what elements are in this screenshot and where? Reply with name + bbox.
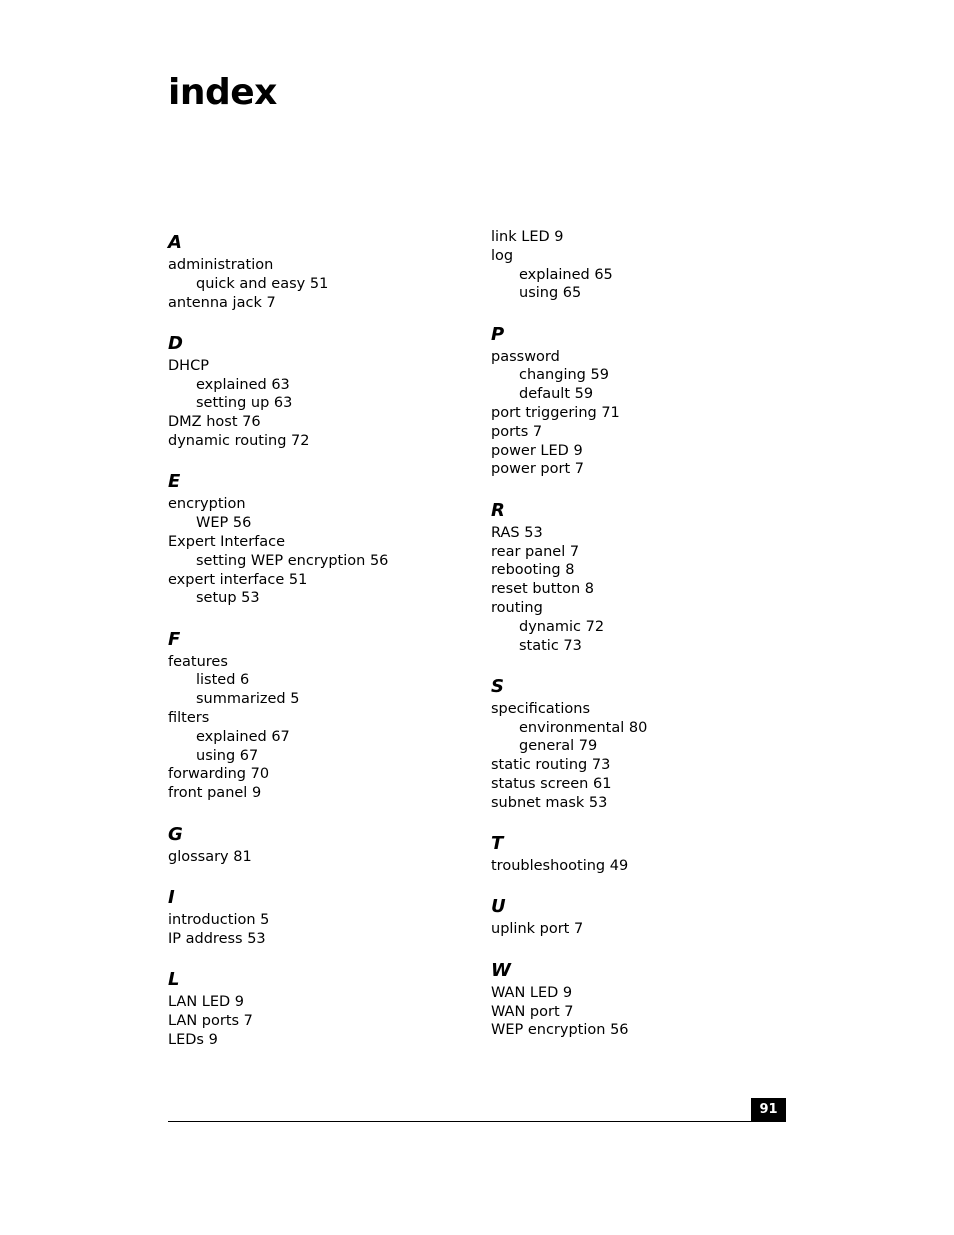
page-title: index [168, 72, 277, 113]
index-section [491, 829, 791, 876]
index-entry: IP address 53 [168, 930, 266, 947]
index-section [168, 467, 468, 608]
index-subentry: environmental 80 [519, 719, 648, 736]
section-letter: R [491, 499, 505, 521]
index-entry: WEP encryption 56 [491, 1022, 629, 1039]
index-subentry: setting WEP encryption 56 [196, 552, 389, 569]
index-entry: rear panel 7 [491, 543, 580, 560]
index-subentry: summarized 5 [196, 691, 300, 708]
index-subentry: setting up 63 [196, 395, 293, 412]
index-section [168, 820, 468, 867]
section-letter: P [491, 323, 505, 345]
section-letter: E [168, 471, 181, 493]
section-letter: G [168, 823, 183, 845]
index-subentry: setup 53 [196, 590, 260, 607]
index-entry: reset button 8 [491, 581, 594, 598]
index-section [168, 965, 468, 1049]
index-entry: expert interface 51 [168, 571, 308, 588]
index-entry: link LED 9 [491, 229, 564, 245]
index-entry: rebooting 8 [491, 562, 575, 579]
index-entry: front panel 9 [168, 785, 262, 802]
index-column-right [491, 228, 791, 1057]
index-entry: Expert Interface [168, 533, 286, 550]
section-letter: D [168, 332, 183, 354]
index-entry: log [491, 247, 514, 264]
index-entry: WAN LED 9 [491, 984, 573, 1001]
index-column-left [168, 228, 468, 1066]
index-entry: DHCP [168, 357, 209, 374]
index-subentry: using 65 [519, 285, 582, 302]
index-section [168, 228, 468, 312]
index-subentry: explained 63 [196, 376, 290, 393]
section-letter: W [491, 959, 511, 981]
index-entry: encryption [168, 496, 246, 513]
index-entry: subnet mask 53 [491, 794, 608, 811]
page-number: 91 [751, 1098, 786, 1121]
index-section [168, 329, 468, 451]
index-entry: introduction 5 [168, 911, 270, 928]
index-entry: status screen 61 [491, 776, 612, 793]
index-entry: glossary 81 [168, 848, 252, 865]
index-entry: LAN LED 9 [168, 993, 245, 1010]
index-entry: routing [491, 599, 543, 616]
index-entry: port triggering 71 [491, 405, 620, 422]
section-letter: I [168, 886, 175, 908]
index-subentry: listed 6 [196, 672, 250, 689]
index-entry: password [491, 348, 560, 365]
index-entry: dynamic routing 72 [168, 433, 310, 450]
index-section [491, 892, 791, 939]
index-entry: RAS 53 [491, 524, 543, 541]
index-entry: ports 7 [491, 423, 543, 440]
index-entry: specifications [491, 700, 591, 717]
index-subentry: dynamic 72 [519, 618, 605, 635]
index-section [491, 228, 791, 303]
index-section [491, 320, 791, 480]
index-section [491, 496, 791, 656]
index-section [168, 883, 468, 949]
index-entry: features [168, 653, 228, 670]
index-subentry: default 59 [519, 386, 594, 403]
index-entry: LEDs 9 [168, 1031, 218, 1048]
index-entry: WAN port 7 [491, 1003, 574, 1020]
index-subentry: changing 59 [519, 367, 609, 384]
index-subentry: quick and easy 51 [196, 275, 329, 292]
index-subentry: static 73 [519, 637, 582, 654]
section-letter: F [168, 628, 181, 650]
index-subentry: using 67 [196, 747, 259, 764]
index-entry: LAN ports 7 [168, 1012, 253, 1029]
section-letter: L [168, 968, 180, 990]
index-subentry: explained 67 [196, 728, 290, 745]
index-subentry: WEP 56 [196, 515, 252, 532]
section-letter: U [491, 896, 506, 918]
index-subentry: explained 65 [519, 266, 613, 283]
section-letter: A [168, 232, 182, 253]
index-section [491, 672, 791, 813]
index-entry: antenna jack 7 [168, 294, 276, 311]
index-section [491, 956, 791, 1040]
section-letter: S [491, 675, 504, 697]
index-entry: administration [168, 257, 274, 273]
index-entry: troubleshooting 49 [491, 858, 629, 875]
index-entry: static routing 73 [491, 757, 611, 774]
index-entry: uplink port 7 [491, 921, 584, 938]
index-entry: forwarding 70 [168, 766, 270, 783]
index-entry: power port 7 [491, 461, 584, 478]
index-entry: DMZ host 76 [168, 414, 261, 431]
index-subentry: general 79 [519, 738, 598, 755]
index-entry: filters [168, 710, 210, 727]
footer-rule [168, 1121, 786, 1122]
section-letter: T [491, 833, 504, 855]
index-entry: power LED 9 [491, 442, 583, 459]
index-section [168, 625, 468, 803]
